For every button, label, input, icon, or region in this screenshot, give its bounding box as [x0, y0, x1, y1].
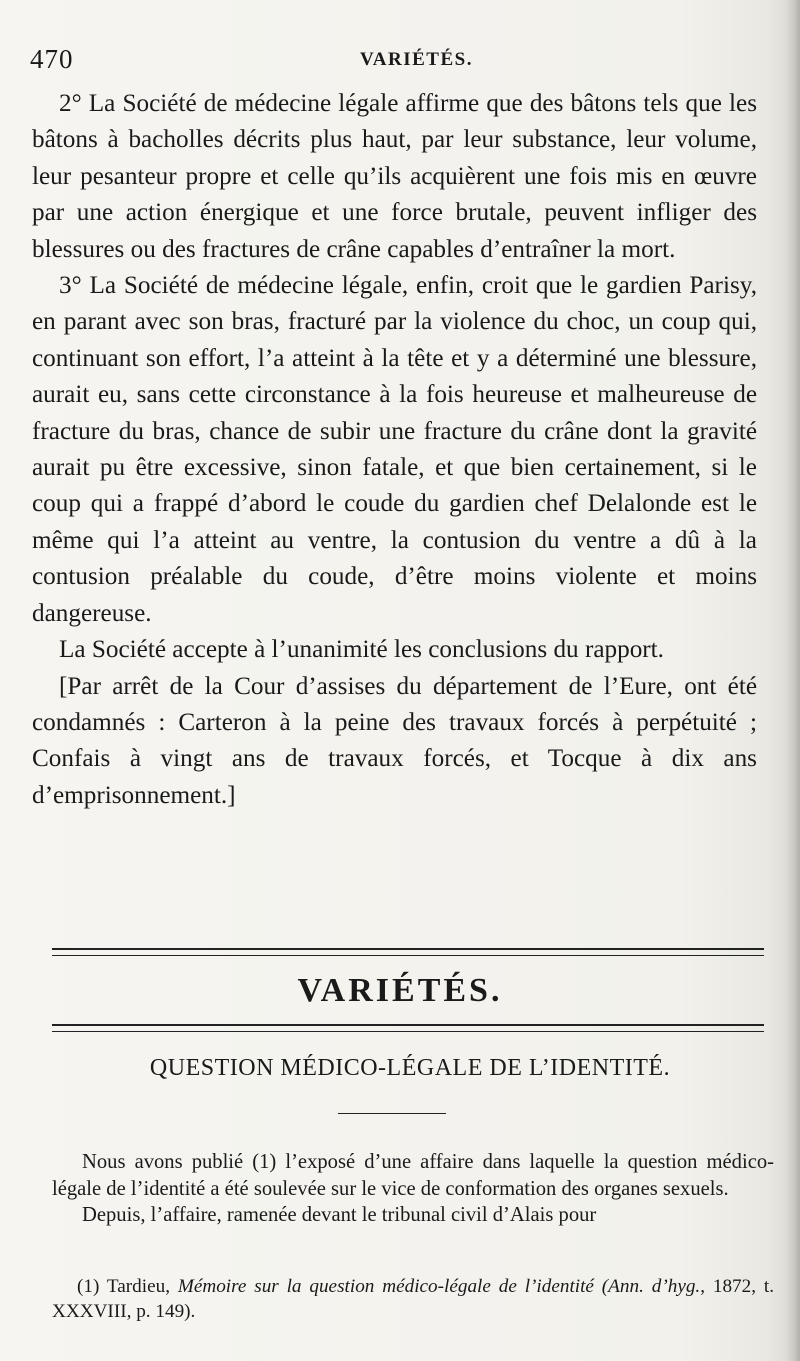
footnote-work-title: Mémoire sur la question médico-légale de l’identité [177, 1276, 594, 1297]
article-title: QUESTION MÉDICO-LÉGALE DE L’IDENTITÉ. [149, 1055, 671, 1081]
paragraph-conclusion: La Société accepte à l’unanimité les conclusions du rapport. [59, 636, 664, 664]
running-title: VARIÉTÉS. [360, 49, 473, 70]
footnote-journal: d’hyg. [651, 1276, 701, 1297]
section-heading: VARIÉTÉS. [297, 972, 503, 1009]
article-text [52, 1149, 774, 1229]
article-paragraph-1: Nous avons publié (1) l’exposé d’une affaire dans laquelle la question médico-légale de l’identité a été soulevée sur le vice de conformation des organes sexuels. [52, 1151, 774, 1200]
footnote-marker: (1) [77, 1276, 100, 1297]
paragraph-3: 3° La Société de médecine légale, enfin, croit que le gardien Parisy, en parant avec son bras, fracturé par la violence du choc, un coup qui, continuant son effort, l’a atteint à la tête et y a déterminé une blessure, aurait eu, sans cette circonstance à la fois heureuse et malheureuse de fracture du bras, chance de subir une fracture du crâne dont la gravité aurait pu être excessive, sinon fatale, et que bien certainement, si le coup qui a frappé d’abord le coude du gardien chef Delalonde est le même qui l’a atteint au ventre, la contusion du ventre a dû à la contusion préalable du coude, d’être moins violente et moins dangereuse. [32, 272, 757, 627]
section-rule-top [52, 948, 764, 956]
title-divider [338, 1113, 446, 1114]
footnote [52, 1275, 774, 1324]
page-edge-shadow [786, 0, 800, 1361]
footnote-journal-open: (Ann. [601, 1276, 644, 1297]
footnote-author: Tardieu, [106, 1276, 170, 1297]
paragraph-verdict: [Par arrêt de la Cour d’assises du département de l’Eure, ont été condamnés : Carteron à la peine des travaux forcés à perpétuité ; Confais à vingt ans de travaux forcés, et Tocque à dix ans d’emprisonnement.] [32, 672, 757, 809]
running-head [30, 44, 770, 74]
footnote-citation: , 1872, t. XXXVIII, p. 149). [52, 1276, 775, 1322]
article-paragraph-2: Depuis, l’affaire, ramenée devant le tribunal civil d’Alais pour [82, 1204, 597, 1226]
body-text [32, 86, 757, 814]
page-number: 470 [30, 44, 74, 74]
section-rule-bottom [52, 1024, 764, 1032]
paragraph-2: 2° La Société de médecine légale affirme que des bâtons tels que les bâtons à bacholles décrits plus haut, par leur substance, leur volume, leur pesanteur propre et celle qu’ils acquièrent une fois mis en œuvre par une action énergique et une force brutale, peuvent infliger des blessures ou des fractures de crâne capables d’entraîner la mort. [32, 90, 757, 263]
